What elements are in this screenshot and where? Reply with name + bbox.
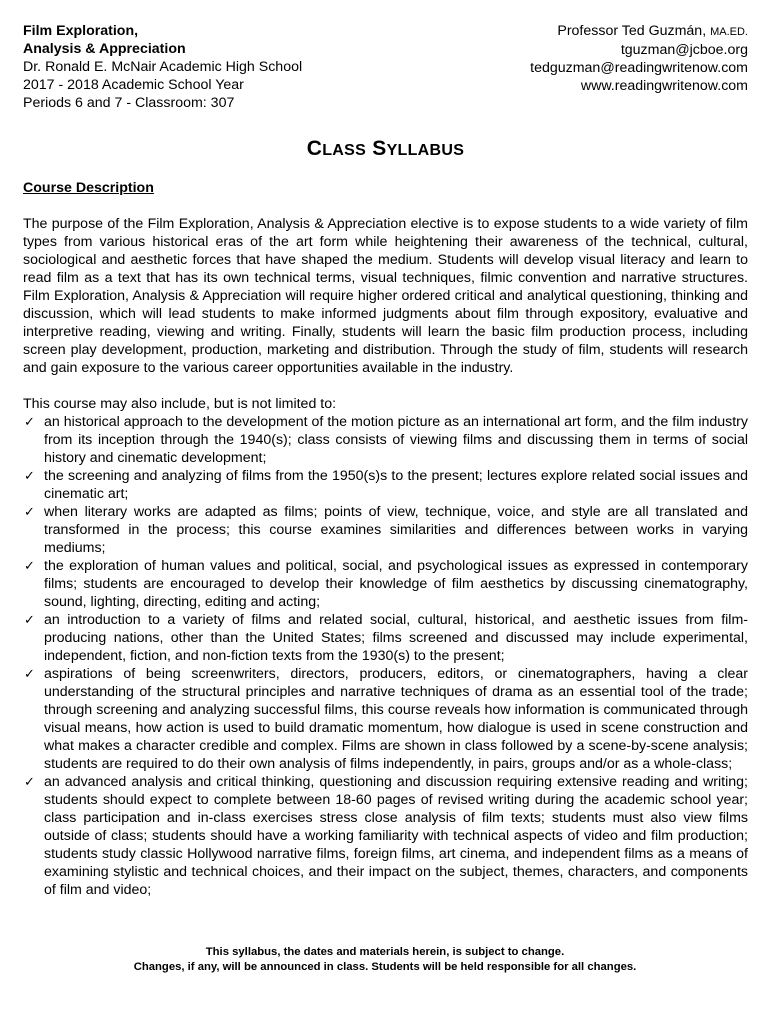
periods-classroom: Periods 6 and 7 - Classroom: 307: [23, 95, 235, 111]
course-name-line-2: Analysis & Appreciation: [23, 41, 186, 57]
document-header: [23, 22, 748, 112]
checkmark-icon: ✓: [24, 612, 35, 627]
school-name: Dr. Ronald E. McNair Academic High School: [23, 59, 303, 75]
course-description-heading: Course Description: [23, 180, 154, 196]
course-info: [23, 22, 302, 112]
professor-name: Professor Ted Guzmán,: [557, 23, 707, 39]
professor-degree: MA.ED.: [710, 26, 748, 38]
course-topics-list: [23, 413, 748, 899]
instructor-info: [530, 22, 748, 112]
checkmark-icon: ✓: [24, 468, 35, 483]
school-email: tguzman@jcboe.org: [620, 42, 748, 58]
footer-line-1: This syllabus, the dates and materials herein, is subject to change.: [205, 946, 565, 958]
list-item: ✓ the exploration of human values and political, social, and psychological issues as expressed in contemporary films; students are encouraged to develop their knowledge of film aesthetics by discussing cinematography, sound, lighting, directing, editing and acting;: [24, 558, 748, 610]
checkmark-icon: ✓: [24, 504, 35, 519]
course-name-line-1: Film Exploration,: [23, 23, 139, 39]
list-item: ✓ an advanced analysis and critical thinking, questioning and discussion requiring extensive reading and writing; students should expect to complete between 18-60 pages of revised writing during the academic school year; class participation and in-class exercises stress close analysis of film texts; students must also view films outside of class; students should have a working familiarity with technical aspects of video and film production; students study classic Hollywood narrative films, foreign films, art cinema, and independent films as a means of examining stylistic and technical choices, and their impact on the subject, themes, characters, and components of film and video;: [24, 774, 748, 898]
title-initial-1: C: [306, 137, 323, 160]
list-item: ✓ aspirations of being screenwriters, directors, producers, editors, or cinematographers, having a clear understanding of the structural principles and narrative techniques of drama as an essential tool of the trade; through screening and analyzing successful films, this course reveals how information is communicated through visual means, how action is used to build dramatic momentum, how dialogue is used in scene construction and what makes a character credible and complex. Films are shown in class followed by a scene-by-scene analysis; students are required to do their own analysis of films independently, in pairs, groups and/or as a whole-class;: [24, 666, 748, 772]
syllabus-page: [23, 22, 748, 899]
title-rest-1: LASS: [322, 142, 367, 159]
list-item: ✓ an introduction to a variety of films and related social, cultural, historical, and aesthetic issues from film-producing nations, other than the United States; films screened and discussed may include experimental, independent, fiction, and non-fiction texts from the 1930(s) to the present;: [24, 612, 748, 664]
personal-email: tedguzman@readingwritenow.com: [530, 60, 748, 76]
checkmark-icon: ✓: [24, 558, 35, 573]
checkmark-icon: ✓: [24, 774, 35, 789]
checkmark-icon: ✓: [24, 666, 35, 681]
footer-line-2: Changes, if any, will be announced in class. Students will be held responsible for all changes.: [133, 961, 637, 973]
list-item: ✓ an historical approach to the development of the motion picture as an international art form, and the film industry from its inception through the 1940(s); class consists of viewing films and discussing them in terms of social history and cinematic development;: [24, 414, 748, 466]
footer-notice: [0, 945, 770, 975]
checkmark-icon: ✓: [24, 414, 35, 429]
title-rest-2: YLLABUS: [386, 142, 465, 159]
professor-line: [530, 22, 748, 41]
title-initial-2: S: [372, 137, 387, 160]
course-description-paragraph: The purpose of the Film Exploration, Analysis & Appreciation elective is to expose students to a wide variety of film types from various historical eras of the art form while heightening their awareness of the technical, cultural, sociological and aesthetic forces that have shaped the medium. Students will develop visual literacy and learn to read film as a text that has its own technical terms, visual techniques, filmic convention and narrative structures. Film Exploration, Analysis & Appreciation will require higher ordered critical and analytical questioning, thinking and discussion, which will lead students to make informed judgments about film through expository, evaluative and interpretive reading, viewing and writing. Finally, students will learn the basic film production process, including screen play development, production, marketing and distribution. Through the study of film, students will research and gain exposure to the various career opportunities available in the industry.: [23, 216, 748, 376]
school-year: 2017 - 2018 Academic School Year: [23, 77, 244, 93]
list-item: ✓ the screening and analyzing of films from the 1950(s)s to the present; lectures explore related social issues and cinematic art;: [24, 468, 748, 502]
list-item: ✓ when literary works are adapted as films; points of view, technique, voice, and style are all translated and transformed in the process; this course examines similarities and differences between works in varying mediums;: [24, 504, 748, 556]
document-title: [23, 137, 748, 161]
course-includes-intro: This course may also include, but is not limited to:: [23, 396, 337, 412]
website: www.readingwritenow.com: [580, 78, 748, 94]
